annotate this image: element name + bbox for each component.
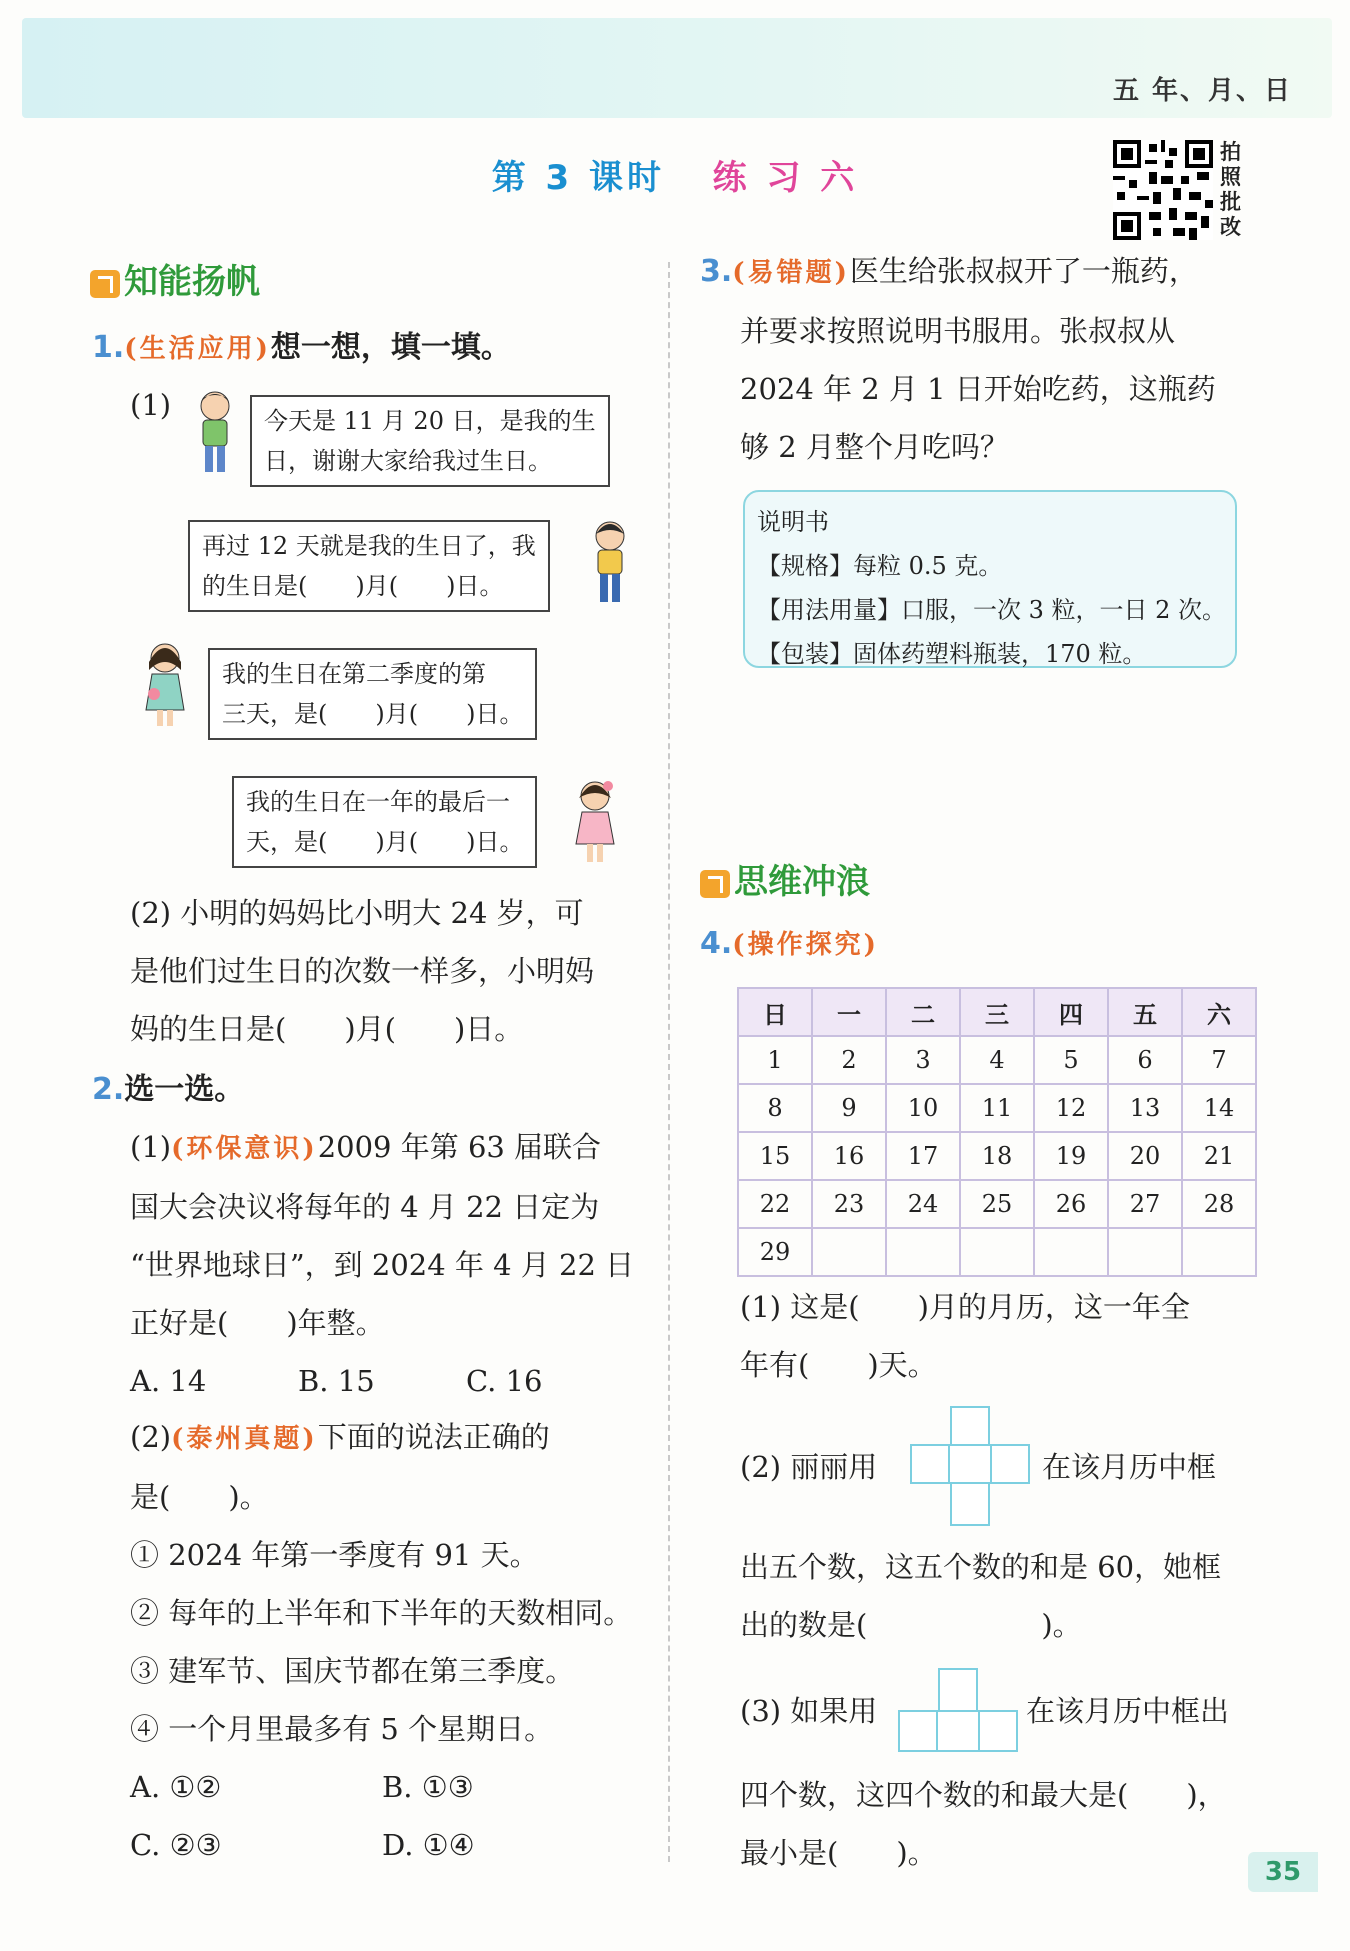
option-a[interactable]: A. ①② (130, 1770, 222, 1804)
calendar-cell (886, 1228, 960, 1276)
speech-bubble-1: 今天是 11 月 20 日，是我的生 日，谢谢大家给我过生日。 (250, 395, 610, 487)
table-row (738, 1132, 1256, 1180)
table-row (738, 1084, 1256, 1132)
boy-figure-2-icon (585, 518, 635, 608)
q4-part2-pre: (2) 丽丽用 (740, 1450, 878, 1484)
q4-part2-post: 在该月历中框 (1042, 1450, 1217, 1484)
calendar-cell: 28 (1182, 1180, 1256, 1228)
calendar-cell: 17 (886, 1132, 960, 1180)
statement-2: ② 每年的上半年和下半年的天数相同。 (130, 1596, 633, 1630)
calendar-cell: 25 (960, 1180, 1034, 1228)
calendar-cell: 7 (1182, 1036, 1256, 1084)
calendar-cell: 4 (960, 1036, 1034, 1084)
option-d[interactable]: D. ①④ (382, 1828, 475, 1862)
statement-4: ④ 一个月里最多有 5 个星期日。 (130, 1712, 554, 1746)
calendar-cell: 13 (1108, 1084, 1182, 1132)
weekday-thu: 四 (1034, 988, 1108, 1036)
lesson-number: 第 3 课时 (491, 158, 666, 198)
calendar-cell: 16 (812, 1132, 886, 1180)
plus-shape-frame-icon (910, 1406, 1030, 1526)
calendar-cell (1182, 1228, 1256, 1276)
unit-title: 五 年、月、日 (1112, 76, 1292, 106)
weekday-wed: 三 (960, 988, 1034, 1036)
speech-bubble-4: 我的生日在一年的最后一 天，是( )月( )日。 (232, 776, 537, 868)
qr-label: 拍照批改 (1220, 140, 1241, 239)
speech-bubble-3: 我的生日在第二季度的第 三天，是( )月( )日。 (208, 648, 537, 740)
calendar-cell: 5 (1034, 1036, 1108, 1084)
medicine-instructions-box: 说明书 【规格】每粒 0.5 克。 【用法用量】口服，一次 3 粒，一日 2 次。 【包装】固体药塑料瓶装，170 粒。 (743, 490, 1237, 668)
calendar-cell: 29 (738, 1228, 812, 1276)
girl-figure-2-icon (570, 778, 620, 868)
q2-part2: (2)(泰州真题)下面的说法正确的 是( )。 ① 2024 年第一季度有 91 天。 ② 每年的上半年和下半年的天数相同。 ③ 建军节、国庆节都在第三季度。 ④ 一个月里最多有 5 个星期日。 A. ①② B. ①③ C. ②③ D. ①④ (130, 1408, 632, 1874)
option-a[interactable]: A. 14 (130, 1364, 207, 1398)
calendar-cell: 15 (738, 1132, 812, 1180)
q4-heading: 4.(操作探究) (700, 926, 879, 961)
calendar-cell: 18 (960, 1132, 1034, 1180)
option-c[interactable]: C. 16 (466, 1364, 543, 1398)
calendar-cell (1034, 1228, 1108, 1276)
section-title-siwei: 思维冲浪 (700, 854, 870, 903)
calendar-cell: 11 (960, 1084, 1034, 1132)
table-row (738, 1180, 1256, 1228)
calendar-cell: 3 (886, 1036, 960, 1084)
calendar-cell: 19 (1034, 1132, 1108, 1180)
page-number: 35 (1248, 1852, 1318, 1892)
lesson-name: 练 习 六 (712, 158, 859, 198)
q1-part1-label: (1) (130, 388, 172, 422)
calendar-cell: 9 (812, 1084, 886, 1132)
weekday-tue: 二 (886, 988, 960, 1036)
q4-part1: (1) 这是( )月的月历，这一年全 年有( )天。 (740, 1290, 1190, 1382)
q3: 3.(易错题)医生给张叔叔开了一瓶药， 并要求按照说明书服用。张叔叔从 2024 年 2 月 1 日开始吃药，这瓶药 够 2 月整个月吃吗？ (700, 254, 1216, 464)
calendar-cell: 8 (738, 1084, 812, 1132)
q4-part3: 四个数，这四个数的和最大是( )， 最小是( )。 (740, 1778, 1227, 1870)
q4-part3-post: 在该月历中框出 (1026, 1694, 1230, 1728)
calendar-cell: 27 (1108, 1180, 1182, 1228)
table-row (738, 1036, 1256, 1084)
weekday-sat: 六 (1182, 988, 1256, 1036)
qr-code-icon[interactable] (1113, 140, 1213, 240)
calendar-cell: 14 (1182, 1084, 1256, 1132)
calendar-cell: 6 (1108, 1036, 1182, 1084)
calendar-cell: 26 (1034, 1180, 1108, 1228)
weekday-sun: 日 (738, 988, 812, 1036)
calendar-cell: 24 (886, 1180, 960, 1228)
section-wave-icon (700, 870, 730, 898)
calendar-cell (1108, 1228, 1182, 1276)
option-c[interactable]: C. ②③ (130, 1828, 222, 1862)
calendar-cell: 2 (812, 1036, 886, 1084)
section-title-zhineng: 知能扬帆 (90, 254, 260, 303)
weekday-mon: 一 (812, 988, 886, 1036)
q1-heading: 1.(生活应用)想一想，填一填。 (92, 330, 511, 365)
calendar-cell (812, 1228, 886, 1276)
boy-figure-icon (190, 388, 240, 478)
calendar-cell: 1 (738, 1036, 812, 1084)
q4-part2: 出五个数，这五个数的和是 60，她框 出的数是( )。 (740, 1550, 1222, 1642)
q2-heading: 2.选一选。 (92, 1072, 245, 1107)
calendar-cell: 10 (886, 1084, 960, 1132)
calendar-cell: 21 (1182, 1132, 1256, 1180)
statement-1: ① 2024 年第一季度有 91 天。 (130, 1538, 539, 1572)
option-b[interactable]: B. ①③ (382, 1770, 474, 1804)
speech-bubble-2: 再过 12 天就是我的生日了，我 的生日是( )月( )日。 (188, 520, 550, 612)
q2-part1: (1)(环保意识)2009 年第 63 届联合 国大会决议将每年的 4 月 22 日定为 “世界地球日”，到 2024 年 4 月 22 日 正好是( )年整。 A. 14 B. 15 C. 16 (130, 1118, 634, 1410)
column-divider (668, 262, 670, 1862)
option-b[interactable]: B. 15 (298, 1364, 375, 1398)
table-row (738, 1228, 1256, 1276)
calendar-table (737, 987, 1257, 1277)
calendar-cell: 22 (738, 1180, 812, 1228)
calendar-cell (960, 1228, 1034, 1276)
statement-3: ③ 建军节、国庆节都在第三季度。 (130, 1654, 575, 1688)
q4-part3-pre: (3) 如果用 (740, 1694, 878, 1728)
calendar-cell: 12 (1034, 1084, 1108, 1132)
section-flag-icon (90, 270, 120, 298)
calendar-cell: 20 (1108, 1132, 1182, 1180)
t-shape-frame-icon (898, 1668, 1018, 1752)
weekday-fri: 五 (1108, 988, 1182, 1036)
girl-figure-icon (140, 640, 190, 730)
calendar-cell: 23 (812, 1180, 886, 1228)
calendar-header-row (738, 988, 1256, 1036)
q1-part2: (2) 小明的妈妈比小明大 24 岁，可 是他们过生日的次数一样多，小明妈 妈的生日是( )月( )日。 (130, 896, 595, 1046)
